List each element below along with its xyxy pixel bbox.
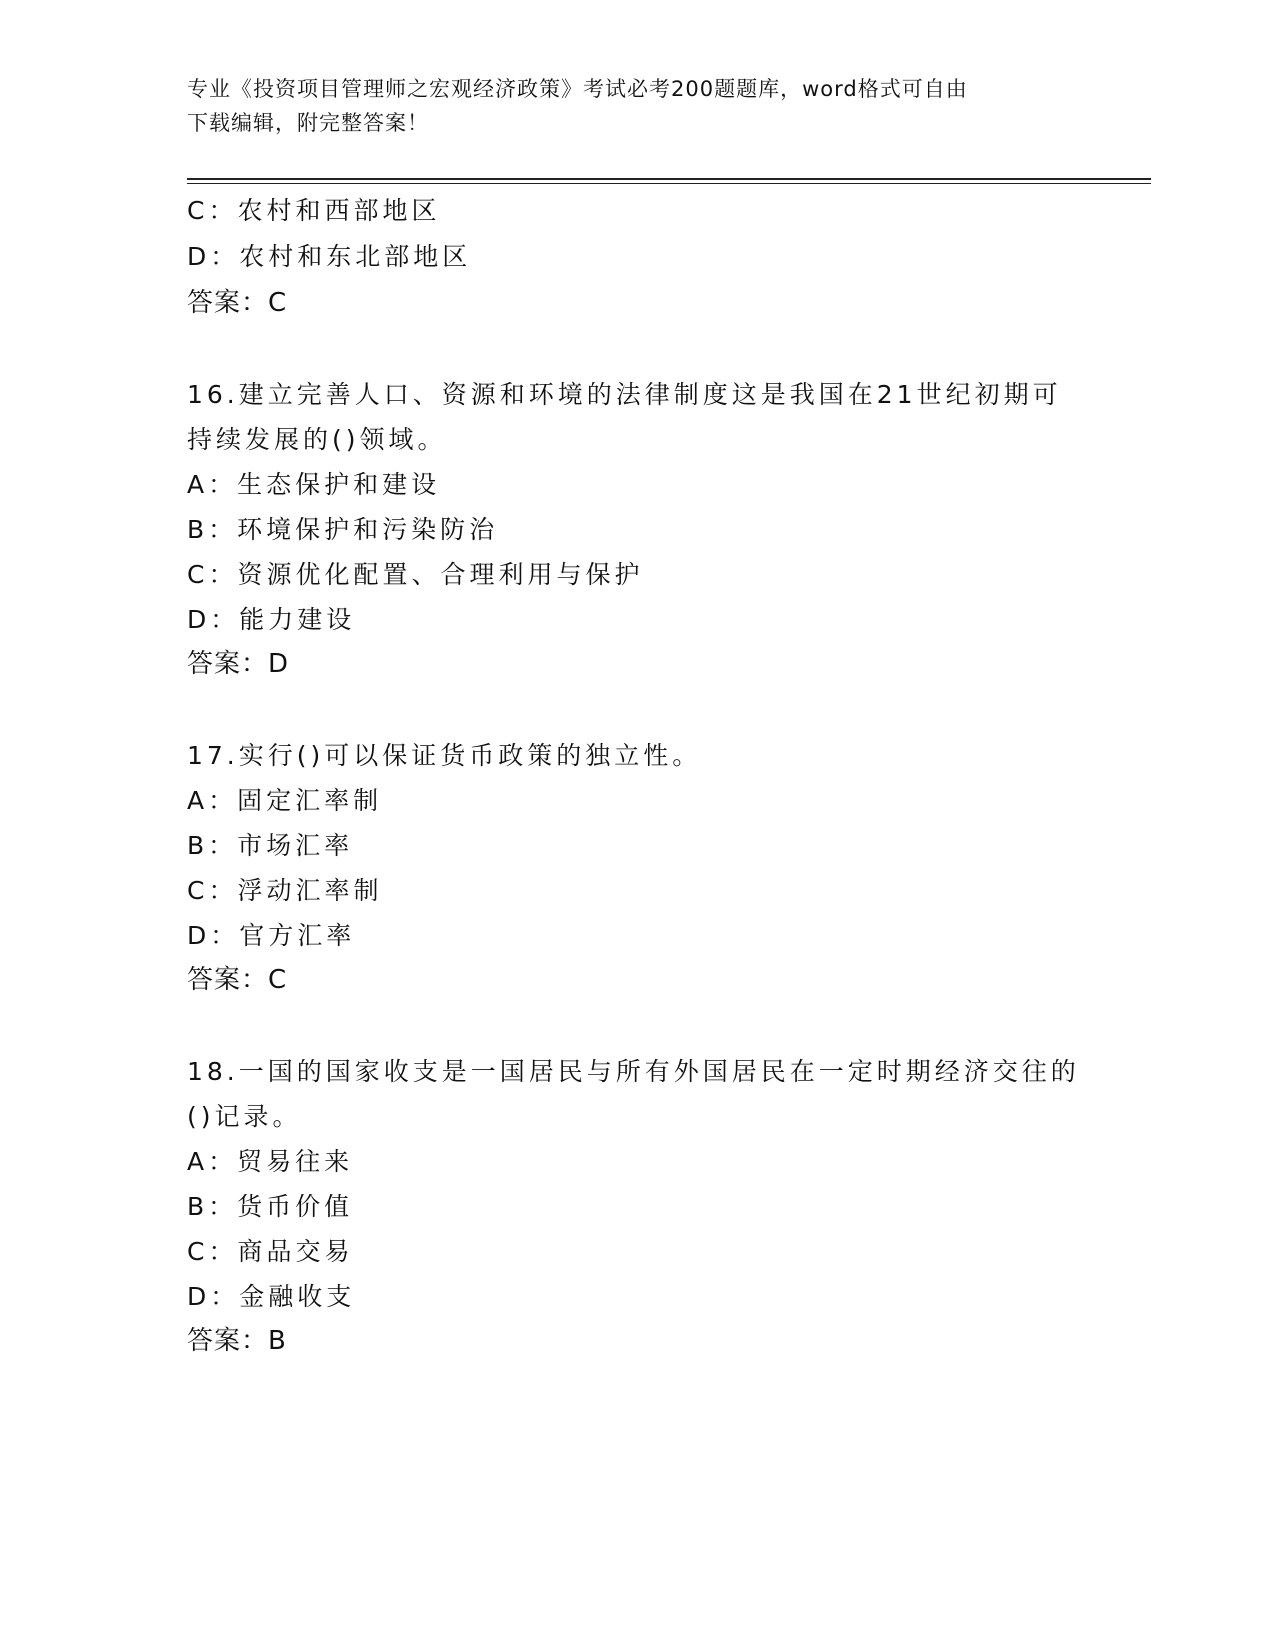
question-stem: 18.一国的国家收支是一国居民与所有外国居民在一定时期经济交往的 [187, 1057, 1080, 1086]
answer: 答案：B [187, 1326, 287, 1356]
question-stem: 17.实行()可以保证货币政策的独立性。 [187, 741, 702, 770]
option-a: A：贸易往来 [187, 1147, 354, 1176]
header-line-1: 专业《投资项目管理师之宏观经济政策》考试必考200题题库，word格式可自由 [187, 77, 968, 101]
question-18 [187, 1049, 1087, 1364]
option-d: D：能力建设 [187, 605, 356, 634]
option-a: A：生态保护和建设 [187, 470, 441, 499]
document-body [187, 188, 1087, 1364]
question-17 [187, 733, 1087, 1003]
answer: 答案：C [187, 965, 288, 995]
option-c: C：商品交易 [187, 1237, 354, 1266]
header-divider [187, 178, 1151, 180]
answer: 答案：D [187, 649, 290, 679]
option-a: A：固定汇率制 [187, 786, 383, 815]
header-line-2: 下载编辑，附完整答案！ [187, 111, 429, 135]
document-header [187, 72, 1087, 140]
question-stem: ()记录。 [187, 1102, 302, 1131]
question-stem: 16.建立完善人口、资源和环境的法律制度这是我国在21世纪初期可 [187, 380, 1062, 409]
question-16 [187, 372, 1087, 687]
option-b: B：环境保护和污染防治 [187, 515, 499, 544]
option-c: C：农村和西部地区 [187, 196, 441, 225]
question-stem: 持续发展的()领域。 [187, 425, 447, 454]
option-b: B：市场汇率 [187, 831, 354, 860]
option-b: B：货币价值 [187, 1192, 354, 1221]
option-d: D：官方汇率 [187, 921, 356, 950]
option-c: C：资源优化配置、合理利用与保护 [187, 560, 644, 589]
answer: 答案：C [187, 288, 288, 318]
header-divider-thin [187, 183, 1151, 184]
option-c: C：浮动汇率制 [187, 876, 383, 905]
previous-question-tail [187, 188, 1087, 326]
option-d: D：金融收支 [187, 1282, 356, 1311]
option-d: D：农村和东北部地区 [187, 242, 472, 271]
